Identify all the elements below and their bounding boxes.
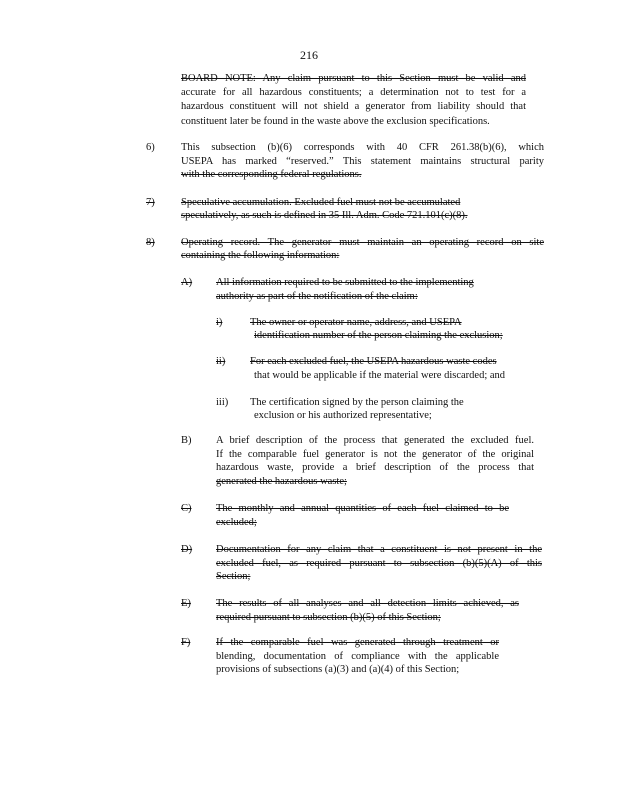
text-line: If the comparable fuel generator is not the generator of the original [216, 449, 534, 460]
text-line: identification number of the person claiming the exclusion; [254, 330, 503, 341]
text-line: hazardous constituent will not shield a generator from liability should that [181, 101, 526, 112]
text-line: generated the hazardous waste; [216, 476, 347, 487]
text-line: excluded; [216, 517, 257, 528]
item-label: ii) [216, 356, 226, 367]
text-line: hazardous waste, provide a brief description of the process that [216, 462, 534, 473]
item-label: E) [181, 598, 191, 609]
item-label: 6) [146, 142, 155, 153]
text-line: A brief description of the process that generated the excluded fuel. [216, 435, 534, 446]
text-line: excluded fuel, as required pursuant to subsection (b)(5)(A) of this [216, 558, 542, 569]
text-line: required pursuant to subsection (b)(5) of this Section; [216, 612, 441, 623]
item-label: A) [181, 277, 193, 288]
text-line: provisions of subsections (a)(3) and (a)(4) of this Section; [216, 664, 460, 675]
text-line: If the comparable fuel was generated through treatment or [216, 637, 499, 648]
text-line: that would be applicable if the material were discarded; and [254, 370, 506, 381]
text-line: constituent later be found in the waste above the exclusion specifications. [181, 116, 490, 127]
item-label: B) [181, 435, 192, 446]
text-line: USEPA has marked “reserved.” This statement maintains structural parity [181, 156, 544, 167]
text-line: The owner or operator name, address, and USEPA [250, 317, 462, 328]
text-line: Section; [216, 571, 251, 582]
text-line: All information required to be submitted to the implementing [216, 277, 474, 288]
page-number: 216 [300, 48, 318, 62]
item-label: 8) [146, 237, 155, 248]
item-label: iii) [216, 397, 229, 408]
text-line: Speculative accumulation. Excluded fuel must not be accumulated [181, 197, 461, 208]
text-line: exclusion or his authorized representative; [254, 410, 432, 421]
text-line: The monthly and annual quantities of each fuel claimed to be [216, 503, 509, 514]
text-line: The certification signed by the person claiming the [250, 397, 464, 408]
text-line: authority as part of the notification of the claim: [216, 291, 418, 302]
text-line: For each excluded fuel, the USEPA hazardous waste codes [250, 356, 497, 367]
text-line: The results of all analyses and all detection limits achieved, as [216, 598, 519, 609]
item-label: 7) [146, 197, 155, 208]
item-label: i) [216, 317, 223, 328]
text-line: accurate for all hazardous constituents; a determination not to test for a [181, 87, 526, 98]
item-label: F) [181, 637, 191, 648]
item-label: C) [181, 503, 192, 514]
text-line: This subsection (b)(6) corresponds with 40 CFR 261.38(b)(6), which [181, 142, 544, 153]
text-line: with the corresponding federal regulations. [181, 169, 362, 180]
text-line: speculatively, as such is defined in 35 Ill. Adm. Code 721.101(c)(8). [181, 210, 468, 221]
text-line: Operating record. The generator must maintain an operating record on site [181, 237, 544, 248]
item-label: D) [181, 544, 193, 555]
text-line: blending, documentation of compliance with the applicable [216, 651, 499, 662]
text-line: Documentation for any claim that a constituent is not present in the [216, 544, 542, 555]
text-line: containing the following information: [181, 250, 340, 261]
text-line: BOARD NOTE: Any claim pursuant to this Section must be valid and [181, 73, 526, 84]
